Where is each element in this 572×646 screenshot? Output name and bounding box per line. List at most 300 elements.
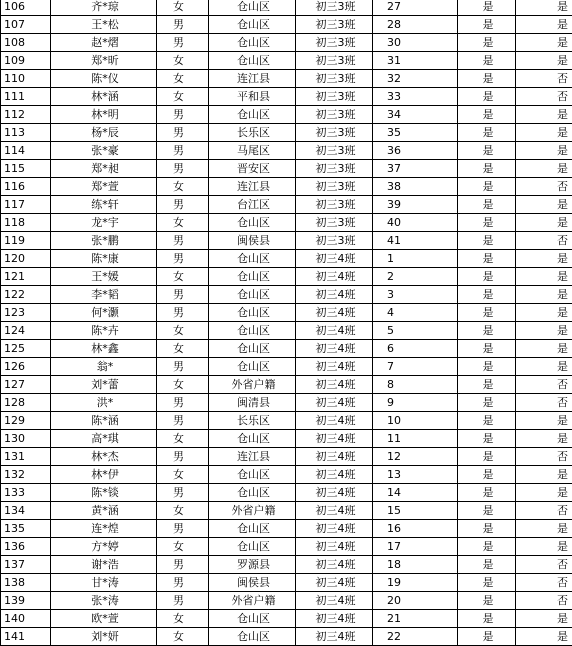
- class-cell: 初三4班: [296, 322, 373, 340]
- flag-b-cell: 否: [516, 574, 572, 592]
- flag-b-cell: 是: [516, 160, 572, 178]
- flag-a-cell: 是: [458, 142, 516, 160]
- seat-number-cell: 10: [373, 412, 458, 430]
- district-cell: 罗源县: [209, 556, 296, 574]
- class-cell: 初三3班: [296, 232, 373, 250]
- flag-b-cell: 是: [516, 304, 572, 322]
- gender-cell: 男: [157, 196, 209, 214]
- table-row: [1, 592, 572, 610]
- student-name-cell: 龙*宇: [51, 214, 157, 232]
- flag-b-cell: 是: [516, 16, 572, 34]
- flag-a-cell: 是: [458, 574, 516, 592]
- student-name-cell: 欧*萱: [51, 610, 157, 628]
- student-name-cell: 刘*蕾: [51, 376, 157, 394]
- student-name-cell: 谢*浩: [51, 556, 157, 574]
- class-cell: 初三4班: [296, 592, 373, 610]
- table-body: [1, 0, 572, 646]
- district-cell: 平和县: [209, 88, 296, 106]
- flag-b-cell: 是: [516, 268, 572, 286]
- district-cell: 仓山区: [209, 538, 296, 556]
- gender-cell: 女: [157, 0, 209, 16]
- district-cell: 晋安区: [209, 160, 296, 178]
- district-cell: 仓山区: [209, 466, 296, 484]
- row-number-cell: 137: [1, 556, 51, 574]
- gender-cell: 男: [157, 556, 209, 574]
- row-number-cell: 141: [1, 628, 51, 646]
- table-row: [1, 322, 572, 340]
- table-row: [1, 142, 572, 160]
- row-number-cell: 139: [1, 592, 51, 610]
- district-cell: 闽清县: [209, 394, 296, 412]
- student-name-cell: 郑*萱: [51, 178, 157, 196]
- seat-number-cell: 7: [373, 358, 458, 376]
- table-row: [1, 502, 572, 520]
- flag-a-cell: 是: [458, 232, 516, 250]
- flag-a-cell: 是: [458, 196, 516, 214]
- student-name-cell: 王*媛: [51, 268, 157, 286]
- student-name-cell: 洪*: [51, 394, 157, 412]
- class-cell: 初三4班: [296, 448, 373, 466]
- gender-cell: 男: [157, 484, 209, 502]
- table-row: [1, 124, 572, 142]
- gender-cell: 女: [157, 466, 209, 484]
- flag-a-cell: 是: [458, 628, 516, 646]
- flag-b-cell: 是: [516, 466, 572, 484]
- student-name-cell: 李*韬: [51, 286, 157, 304]
- flag-b-cell: 是: [516, 142, 572, 160]
- flag-a-cell: 是: [458, 484, 516, 502]
- class-cell: 初三3班: [296, 160, 373, 178]
- row-number-cell: 115: [1, 160, 51, 178]
- flag-a-cell: 是: [458, 340, 516, 358]
- gender-cell: 女: [157, 268, 209, 286]
- district-cell: 仓山区: [209, 268, 296, 286]
- district-cell: 仓山区: [209, 304, 296, 322]
- seat-number-cell: 34: [373, 106, 458, 124]
- flag-b-cell: 是: [516, 214, 572, 232]
- district-cell: 仓山区: [209, 610, 296, 628]
- row-number-cell: 114: [1, 142, 51, 160]
- class-cell: 初三4班: [296, 520, 373, 538]
- table-row: [1, 556, 572, 574]
- district-cell: 仓山区: [209, 628, 296, 646]
- gender-cell: 女: [157, 502, 209, 520]
- flag-b-cell: 否: [516, 70, 572, 88]
- row-number-cell: 108: [1, 34, 51, 52]
- row-number-cell: 107: [1, 16, 51, 34]
- row-number-cell: 106: [1, 0, 51, 16]
- flag-a-cell: 是: [458, 0, 516, 16]
- district-cell: 连江县: [209, 178, 296, 196]
- flag-b-cell: 是: [516, 322, 572, 340]
- table-row: [1, 70, 572, 88]
- flag-b-cell: 是: [516, 0, 572, 16]
- gender-cell: 女: [157, 88, 209, 106]
- flag-a-cell: 是: [458, 538, 516, 556]
- student-name-cell: 陈*锬: [51, 484, 157, 502]
- district-cell: 仓山区: [209, 286, 296, 304]
- seat-number-cell: 35: [373, 124, 458, 142]
- seat-number-cell: 9: [373, 394, 458, 412]
- class-cell: 初三4班: [296, 412, 373, 430]
- flag-a-cell: 是: [458, 412, 516, 430]
- student-name-cell: 高*琪: [51, 430, 157, 448]
- class-cell: 初三3班: [296, 124, 373, 142]
- row-number-cell: 111: [1, 88, 51, 106]
- flag-b-cell: 否: [516, 232, 572, 250]
- seat-number-cell: 38: [373, 178, 458, 196]
- row-number-cell: 135: [1, 520, 51, 538]
- row-number-cell: 125: [1, 340, 51, 358]
- row-number-cell: 128: [1, 394, 51, 412]
- flag-b-cell: 否: [516, 178, 572, 196]
- row-number-cell: 130: [1, 430, 51, 448]
- gender-cell: 男: [157, 142, 209, 160]
- table-row: [1, 268, 572, 286]
- district-cell: 仓山区: [209, 0, 296, 16]
- student-name-cell: 林*伊: [51, 466, 157, 484]
- seat-number-cell: 11: [373, 430, 458, 448]
- class-cell: 初三3班: [296, 178, 373, 196]
- class-cell: 初三4班: [296, 610, 373, 628]
- row-number-cell: 110: [1, 70, 51, 88]
- student-name-cell: 练*轩: [51, 196, 157, 214]
- class-cell: 初三4班: [296, 628, 373, 646]
- class-cell: 初三4班: [296, 538, 373, 556]
- seat-number-cell: 1: [373, 250, 458, 268]
- table-row: [1, 430, 572, 448]
- district-cell: 长乐区: [209, 412, 296, 430]
- flag-a-cell: 是: [458, 286, 516, 304]
- class-cell: 初三4班: [296, 502, 373, 520]
- class-cell: 初三4班: [296, 304, 373, 322]
- gender-cell: 男: [157, 124, 209, 142]
- student-name-cell: 杨*辰: [51, 124, 157, 142]
- table-row: [1, 178, 572, 196]
- table-row: [1, 106, 572, 124]
- seat-number-cell: 30: [373, 34, 458, 52]
- seat-number-cell: 19: [373, 574, 458, 592]
- district-cell: 外省户籍: [209, 376, 296, 394]
- student-name-cell: 黄*涵: [51, 502, 157, 520]
- table-row: [1, 466, 572, 484]
- gender-cell: 女: [157, 628, 209, 646]
- class-cell: 初三4班: [296, 430, 373, 448]
- flag-b-cell: 是: [516, 538, 572, 556]
- student-name-cell: 郑*昕: [51, 52, 157, 70]
- table-row: [1, 448, 572, 466]
- row-number-cell: 129: [1, 412, 51, 430]
- seat-number-cell: 13: [373, 466, 458, 484]
- district-cell: 仓山区: [209, 52, 296, 70]
- flag-b-cell: 是: [516, 34, 572, 52]
- row-number-cell: 122: [1, 286, 51, 304]
- gender-cell: 男: [157, 304, 209, 322]
- flag-a-cell: 是: [458, 52, 516, 70]
- row-number-cell: 116: [1, 178, 51, 196]
- class-cell: 初三4班: [296, 484, 373, 502]
- district-cell: 马尾区: [209, 142, 296, 160]
- flag-b-cell: 是: [516, 484, 572, 502]
- flag-a-cell: 是: [458, 592, 516, 610]
- gender-cell: 女: [157, 340, 209, 358]
- student-name-cell: 张*涛: [51, 592, 157, 610]
- flag-a-cell: 是: [458, 610, 516, 628]
- student-name-cell: 甘*涛: [51, 574, 157, 592]
- seat-number-cell: 32: [373, 70, 458, 88]
- table-row: [1, 394, 572, 412]
- district-cell: 外省户籍: [209, 592, 296, 610]
- class-cell: 初三3班: [296, 16, 373, 34]
- class-cell: 初三3班: [296, 34, 373, 52]
- gender-cell: 女: [157, 322, 209, 340]
- seat-number-cell: 40: [373, 214, 458, 232]
- flag-a-cell: 是: [458, 16, 516, 34]
- student-name-cell: 陈*康: [51, 250, 157, 268]
- table-row: [1, 286, 572, 304]
- table-row: [1, 160, 572, 178]
- row-number-cell: 121: [1, 268, 51, 286]
- seat-number-cell: 4: [373, 304, 458, 322]
- seat-number-cell: 3: [373, 286, 458, 304]
- class-cell: 初三4班: [296, 376, 373, 394]
- flag-b-cell: 是: [516, 610, 572, 628]
- student-name-cell: 郑*昶: [51, 160, 157, 178]
- student-name-cell: 王*松: [51, 16, 157, 34]
- student-name-cell: 张*鹏: [51, 232, 157, 250]
- seat-number-cell: 41: [373, 232, 458, 250]
- seat-number-cell: 37: [373, 160, 458, 178]
- row-number-cell: 119: [1, 232, 51, 250]
- seat-number-cell: 2: [373, 268, 458, 286]
- student-name-cell: 刘*妍: [51, 628, 157, 646]
- flag-b-cell: 是: [516, 340, 572, 358]
- gender-cell: 男: [157, 412, 209, 430]
- flag-a-cell: 是: [458, 34, 516, 52]
- flag-b-cell: 否: [516, 592, 572, 610]
- flag-a-cell: 是: [458, 430, 516, 448]
- district-cell: 仓山区: [209, 34, 296, 52]
- flag-b-cell: 否: [516, 448, 572, 466]
- seat-number-cell: 14: [373, 484, 458, 502]
- flag-a-cell: 是: [458, 556, 516, 574]
- row-number-cell: 133: [1, 484, 51, 502]
- table-row: [1, 376, 572, 394]
- row-number-cell: 109: [1, 52, 51, 70]
- table-row: [1, 574, 572, 592]
- table-row: [1, 358, 572, 376]
- flag-b-cell: 否: [516, 502, 572, 520]
- district-cell: 仓山区: [209, 16, 296, 34]
- flag-b-cell: 是: [516, 358, 572, 376]
- gender-cell: 男: [157, 592, 209, 610]
- flag-b-cell: 是: [516, 520, 572, 538]
- table-row: [1, 250, 572, 268]
- student-name-cell: 方*婷: [51, 538, 157, 556]
- table-row: [1, 196, 572, 214]
- class-cell: 初三3班: [296, 0, 373, 16]
- gender-cell: 男: [157, 34, 209, 52]
- row-number-cell: 127: [1, 376, 51, 394]
- flag-a-cell: 是: [458, 178, 516, 196]
- student-name-cell: 陈*涵: [51, 412, 157, 430]
- flag-a-cell: 是: [458, 160, 516, 178]
- class-cell: 初三4班: [296, 574, 373, 592]
- district-cell: 长乐区: [209, 124, 296, 142]
- table-row: [1, 52, 572, 70]
- flag-b-cell: 是: [516, 250, 572, 268]
- row-number-cell: 126: [1, 358, 51, 376]
- row-number-cell: 112: [1, 106, 51, 124]
- seat-number-cell: 21: [373, 610, 458, 628]
- district-cell: 仓山区: [209, 106, 296, 124]
- district-cell: 仓山区: [209, 520, 296, 538]
- district-cell: 仓山区: [209, 214, 296, 232]
- flag-b-cell: 是: [516, 106, 572, 124]
- class-cell: 初三3班: [296, 52, 373, 70]
- table-row: [1, 232, 572, 250]
- gender-cell: 男: [157, 520, 209, 538]
- flag-b-cell: 否: [516, 376, 572, 394]
- gender-cell: 女: [157, 52, 209, 70]
- district-cell: 仓山区: [209, 484, 296, 502]
- row-number-cell: 138: [1, 574, 51, 592]
- seat-number-cell: 17: [373, 538, 458, 556]
- seat-number-cell: 18: [373, 556, 458, 574]
- student-name-cell: 连*煌: [51, 520, 157, 538]
- student-name-cell: 赵*熠: [51, 34, 157, 52]
- gender-cell: 男: [157, 250, 209, 268]
- gender-cell: 男: [157, 160, 209, 178]
- student-name-cell: 林*明: [51, 106, 157, 124]
- flag-a-cell: 是: [458, 466, 516, 484]
- district-cell: 连江县: [209, 70, 296, 88]
- table-row: [1, 628, 572, 646]
- flag-b-cell: 是: [516, 124, 572, 142]
- table-row: [1, 16, 572, 34]
- class-cell: 初三3班: [296, 70, 373, 88]
- seat-number-cell: 27: [373, 0, 458, 16]
- gender-cell: 女: [157, 70, 209, 88]
- flag-a-cell: 是: [458, 124, 516, 142]
- gender-cell: 女: [157, 610, 209, 628]
- table-row: [1, 304, 572, 322]
- gender-cell: 男: [157, 106, 209, 124]
- row-number-cell: 117: [1, 196, 51, 214]
- flag-a-cell: 是: [458, 304, 516, 322]
- flag-a-cell: 是: [458, 520, 516, 538]
- flag-a-cell: 是: [458, 376, 516, 394]
- table-row: [1, 520, 572, 538]
- class-cell: 初三4班: [296, 394, 373, 412]
- student-name-cell: 张*豪: [51, 142, 157, 160]
- district-cell: 仓山区: [209, 430, 296, 448]
- row-number-cell: 118: [1, 214, 51, 232]
- gender-cell: 男: [157, 358, 209, 376]
- table-row: [1, 34, 572, 52]
- class-cell: 初三4班: [296, 466, 373, 484]
- gender-cell: 男: [157, 448, 209, 466]
- class-cell: 初三3班: [296, 142, 373, 160]
- flag-a-cell: 是: [458, 250, 516, 268]
- class-cell: 初三3班: [296, 88, 373, 106]
- seat-number-cell: 6: [373, 340, 458, 358]
- seat-number-cell: 28: [373, 16, 458, 34]
- seat-number-cell: 36: [373, 142, 458, 160]
- district-cell: 仓山区: [209, 358, 296, 376]
- table-row: [1, 484, 572, 502]
- seat-number-cell: 16: [373, 520, 458, 538]
- seat-number-cell: 12: [373, 448, 458, 466]
- seat-number-cell: 31: [373, 52, 458, 70]
- flag-b-cell: 是: [516, 628, 572, 646]
- flag-a-cell: 是: [458, 448, 516, 466]
- student-name-cell: 何*灏: [51, 304, 157, 322]
- table-row: [1, 610, 572, 628]
- flag-b-cell: 是: [516, 196, 572, 214]
- seat-number-cell: 20: [373, 592, 458, 610]
- flag-a-cell: 是: [458, 268, 516, 286]
- gender-cell: 男: [157, 574, 209, 592]
- row-number-cell: 131: [1, 448, 51, 466]
- class-cell: 初三4班: [296, 268, 373, 286]
- flag-a-cell: 是: [458, 502, 516, 520]
- flag-a-cell: 是: [458, 88, 516, 106]
- district-cell: 仓山区: [209, 340, 296, 358]
- gender-cell: 男: [157, 16, 209, 34]
- row-number-cell: 134: [1, 502, 51, 520]
- class-cell: 初三3班: [296, 214, 373, 232]
- gender-cell: 男: [157, 394, 209, 412]
- flag-b-cell: 是: [516, 430, 572, 448]
- table-row: [1, 0, 572, 16]
- gender-cell: 女: [157, 376, 209, 394]
- row-number-cell: 124: [1, 322, 51, 340]
- class-cell: 初三4班: [296, 250, 373, 268]
- gender-cell: 女: [157, 178, 209, 196]
- student-name-cell: 翁*: [51, 358, 157, 376]
- flag-a-cell: 是: [458, 106, 516, 124]
- gender-cell: 女: [157, 214, 209, 232]
- flag-a-cell: 是: [458, 358, 516, 376]
- flag-a-cell: 是: [458, 394, 516, 412]
- class-cell: 初三4班: [296, 556, 373, 574]
- table-row: [1, 88, 572, 106]
- seat-number-cell: 8: [373, 376, 458, 394]
- flag-b-cell: 否: [516, 88, 572, 106]
- table-row: [1, 412, 572, 430]
- district-cell: 仓山区: [209, 322, 296, 340]
- seat-number-cell: 39: [373, 196, 458, 214]
- row-number-cell: 120: [1, 250, 51, 268]
- flag-b-cell: 是: [516, 412, 572, 430]
- class-cell: 初三4班: [296, 286, 373, 304]
- seat-number-cell: 22: [373, 628, 458, 646]
- flag-a-cell: 是: [458, 322, 516, 340]
- class-cell: 初三4班: [296, 340, 373, 358]
- student-name-cell: 林*杰: [51, 448, 157, 466]
- student-name-cell: 陈*仪: [51, 70, 157, 88]
- student-name-cell: 林*鑫: [51, 340, 157, 358]
- row-number-cell: 136: [1, 538, 51, 556]
- student-name-cell: 齐*琼: [51, 0, 157, 16]
- seat-number-cell: 5: [373, 322, 458, 340]
- class-cell: 初三4班: [296, 358, 373, 376]
- row-number-cell: 132: [1, 466, 51, 484]
- flag-b-cell: 是: [516, 286, 572, 304]
- table-row: [1, 538, 572, 556]
- district-cell: 连江县: [209, 448, 296, 466]
